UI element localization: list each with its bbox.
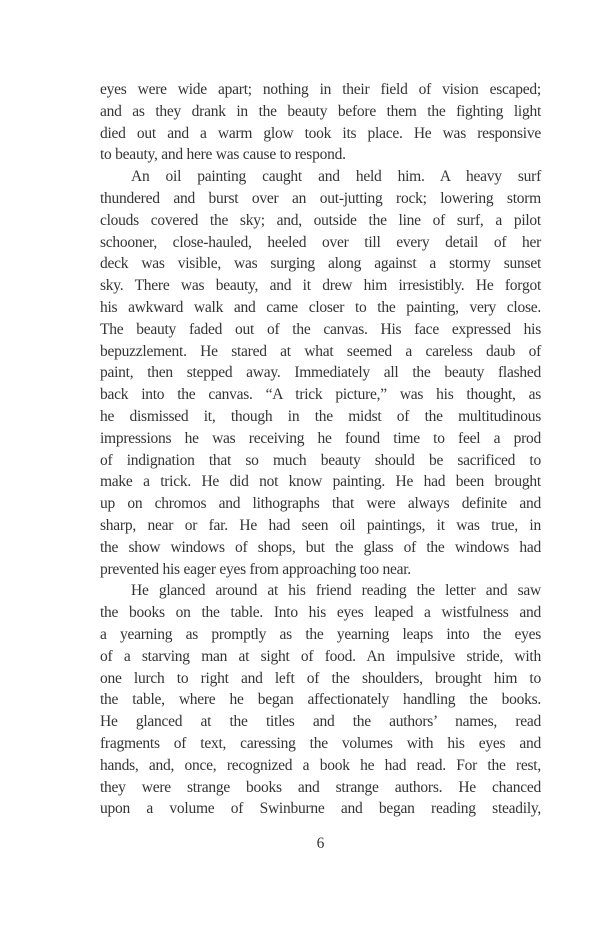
paragraph (100, 166, 541, 580)
text-line: the books on the table. Into his eyes leaped a wistfulness and (100, 604, 541, 622)
page-number: 6 (316, 835, 325, 852)
paragraph (100, 79, 541, 166)
text-line: to beauty, and here was cause to respond. (100, 146, 346, 164)
text-line: he dismissed it, though in the midst of the multitudinous (100, 407, 541, 425)
text-line: of a starving man at sight of food. An impulsive stride, with (100, 647, 541, 665)
text-line: died out and a warm glow took its place. He was responsive (100, 124, 541, 142)
text-line: the table, where he began affectionately handling the books. (100, 691, 541, 709)
text-line: bepuzzlement. He stared at what seemed a careless daub of (100, 342, 541, 360)
text-line: fragments of text, caressing the volumes with his eyes and (100, 734, 541, 752)
text-line: eyes were wide apart; nothing in their field of vision escaped; (100, 81, 541, 98)
text-line: of indignation that so much beauty should be sacrificed to (100, 451, 541, 469)
text-line: hands, and, once, recognized a book he had read. For the rest, (100, 756, 541, 774)
text-line: thundered and burst over an out-jutting rock; lowering storm (100, 189, 541, 207)
text-line: and as they drank in the beauty before them the fighting light (100, 102, 541, 120)
text-line: schooner, close-hauled, heeled over till every detail of her (100, 233, 541, 251)
text-block (100, 79, 541, 820)
text-line: make a trick. He did not know painting. He had been brought (100, 473, 541, 491)
text-line: one lurch to right and left of the shoulders, brought him to (100, 669, 541, 687)
text-line: impressions he was receiving he found time to feel a prod (100, 429, 541, 447)
text-line: sky. There was beauty, and it drew him irresistibly. He forgot (100, 277, 541, 295)
text-line: He glanced around at his friend reading the letter and saw (131, 582, 541, 600)
text-line: his awkward walk and came closer to the painting, very close. (100, 298, 541, 316)
paragraph (100, 580, 541, 820)
text-line: upon a volume of Swinburne and began reading steadily, (100, 800, 541, 818)
text-line: deck was visible, was surging along against a stormy sunset (100, 255, 541, 273)
text-line: paint, then stepped away. Immediately all the beauty flashed (100, 364, 541, 382)
text-line: back into the canvas. “A trick picture,” was his thought, as (100, 386, 541, 404)
text-line: prevented his eager eyes from approaching too near. (100, 560, 411, 578)
text-line: sharp, near or far. He had seen oil paintings, it was true, in (100, 516, 541, 534)
text-line: The beauty faded out of the canvas. His face expressed his (100, 320, 541, 338)
text-line: An oil painting caught and held him. A heavy surf (131, 168, 541, 186)
text-line: clouds covered the sky; and, outside the line of surf, a pilot (100, 211, 541, 229)
text-line: the show windows of shops, but the glass of the windows had (100, 538, 541, 556)
text-line: they were strange books and strange authors. He chanced (100, 778, 541, 796)
text-line: up on chromos and lithographs that were always definite and (100, 495, 541, 513)
text-line: He glanced at the titles and the authors’ names, read (100, 713, 541, 731)
text-line: a yearning as promptly as the yearning leaps into the eyes (100, 625, 541, 643)
